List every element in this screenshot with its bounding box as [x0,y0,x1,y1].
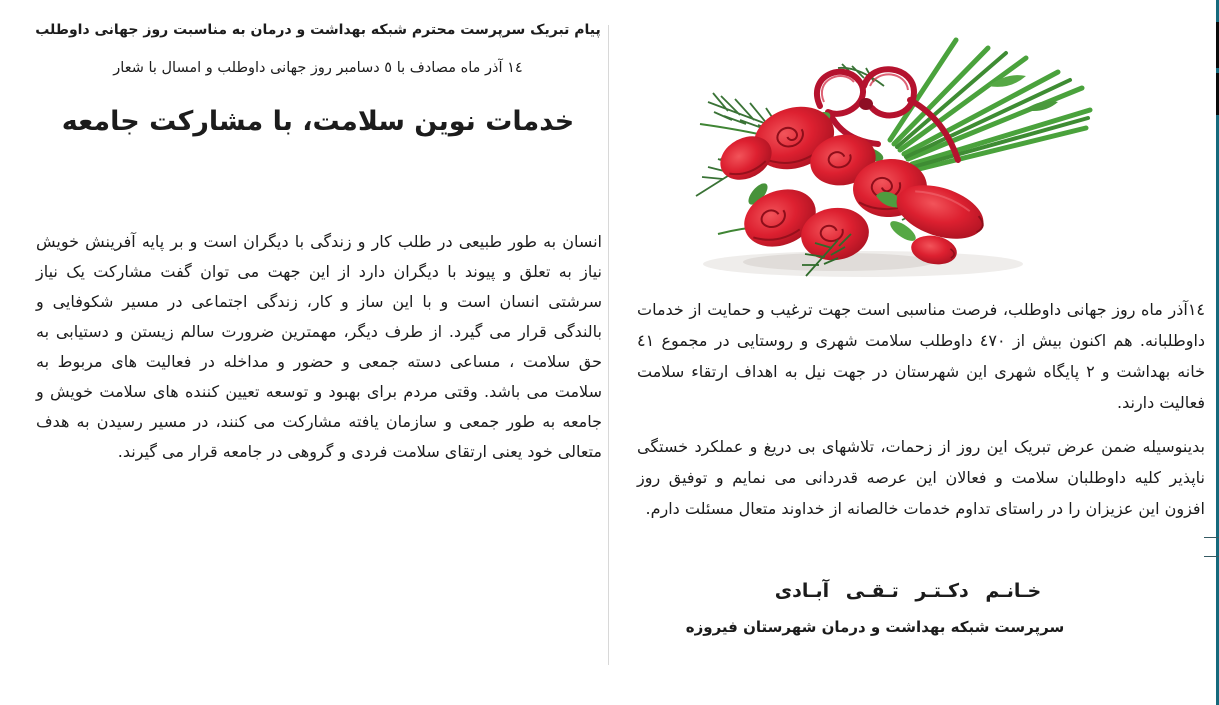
window-edge-tick [1204,556,1219,557]
slogan-title: خدمات نوین سلامت، با مشارکت جامعه [61,106,575,137]
signature-name: خـانـم دکـتـر تـقـی آبـادی [774,580,1042,602]
red-roses-bouquet-illustration [688,26,1096,284]
roses-photo [688,26,1096,284]
header-line-1: پیام تبریک سرپرست محترم شبکه بهداشت و درمان به مناسبت روز جهانی داوطلب [35,22,601,38]
window-edge-tick [1204,537,1219,538]
right-paragraph-2: بدینوسیله ضمن عرض تبریک این روز از زحمات، تلاشهای بی دریغ و عملکرد خستگی ناپذیر کلیه داوطلبان سلامت و فعالان این عرصه قدردانی می نمایم و توفیق روز افزون این عزیزان را در راستای تداوم خدمات خالصانه از خداوند متعال مسئلت دارم. [637,437,1205,518]
column-divider [608,25,609,665]
left-body-paragraph: انسان به طور طبیعی در طلب کار و زندگی با دیگران است و بر پایه آفرینش خویش نیاز به تعلق و پیوند با دیگران دارد از این جهت می توان گفت مشارکت یک نیاز سرشتی انسان است و با این ساز و کار، زندگی اجتماعی در مسیر شکوفایی و بالندگی قرار می گیرد. از طرف دیگر، مهمترین ضرورت سالم زیستن و دستیابی به حق سلامت ، مساعی دسته جمعی و حضور و مداخله در فعالیت های مربوط به سلامت می باشد. وقتی مردم برای بهبود و توسعه تعیین کننده های سلامت خویش و جامعه به طور جمعی و سازمان یافته مشارکت می کنند، در مسیر رسیدن به هدف متعالی خود یعنی ارتقای سلامت فردی و گروهی در جامعه قرار می گیرند. [36,232,602,461]
right-paragraph-1: ١٤آذر ماه روز جهانی داوطلب، فرصت مناسبی است جهت ترغیب و حمایت از خدمات داوطلبانه. هم اکنون بیش از ٤٧٠ داوطلب سلامت شهری و روستایی در مجموع ٤١ خانه بهداشت و ٢ پایگاه شهری این شهرستان در جهت نیل به اهداف ارتقاء سلامت فعالیت دارند. [637,300,1206,412]
signature-title: سرپرست شبکه بهداشت و درمان شهرستان فیروزه [685,618,1065,636]
header-line-2: ١٤ آذر ماه مصادف با ٥ دسامبر روز جهانی داوطلب و امسال با شعار [113,60,523,76]
